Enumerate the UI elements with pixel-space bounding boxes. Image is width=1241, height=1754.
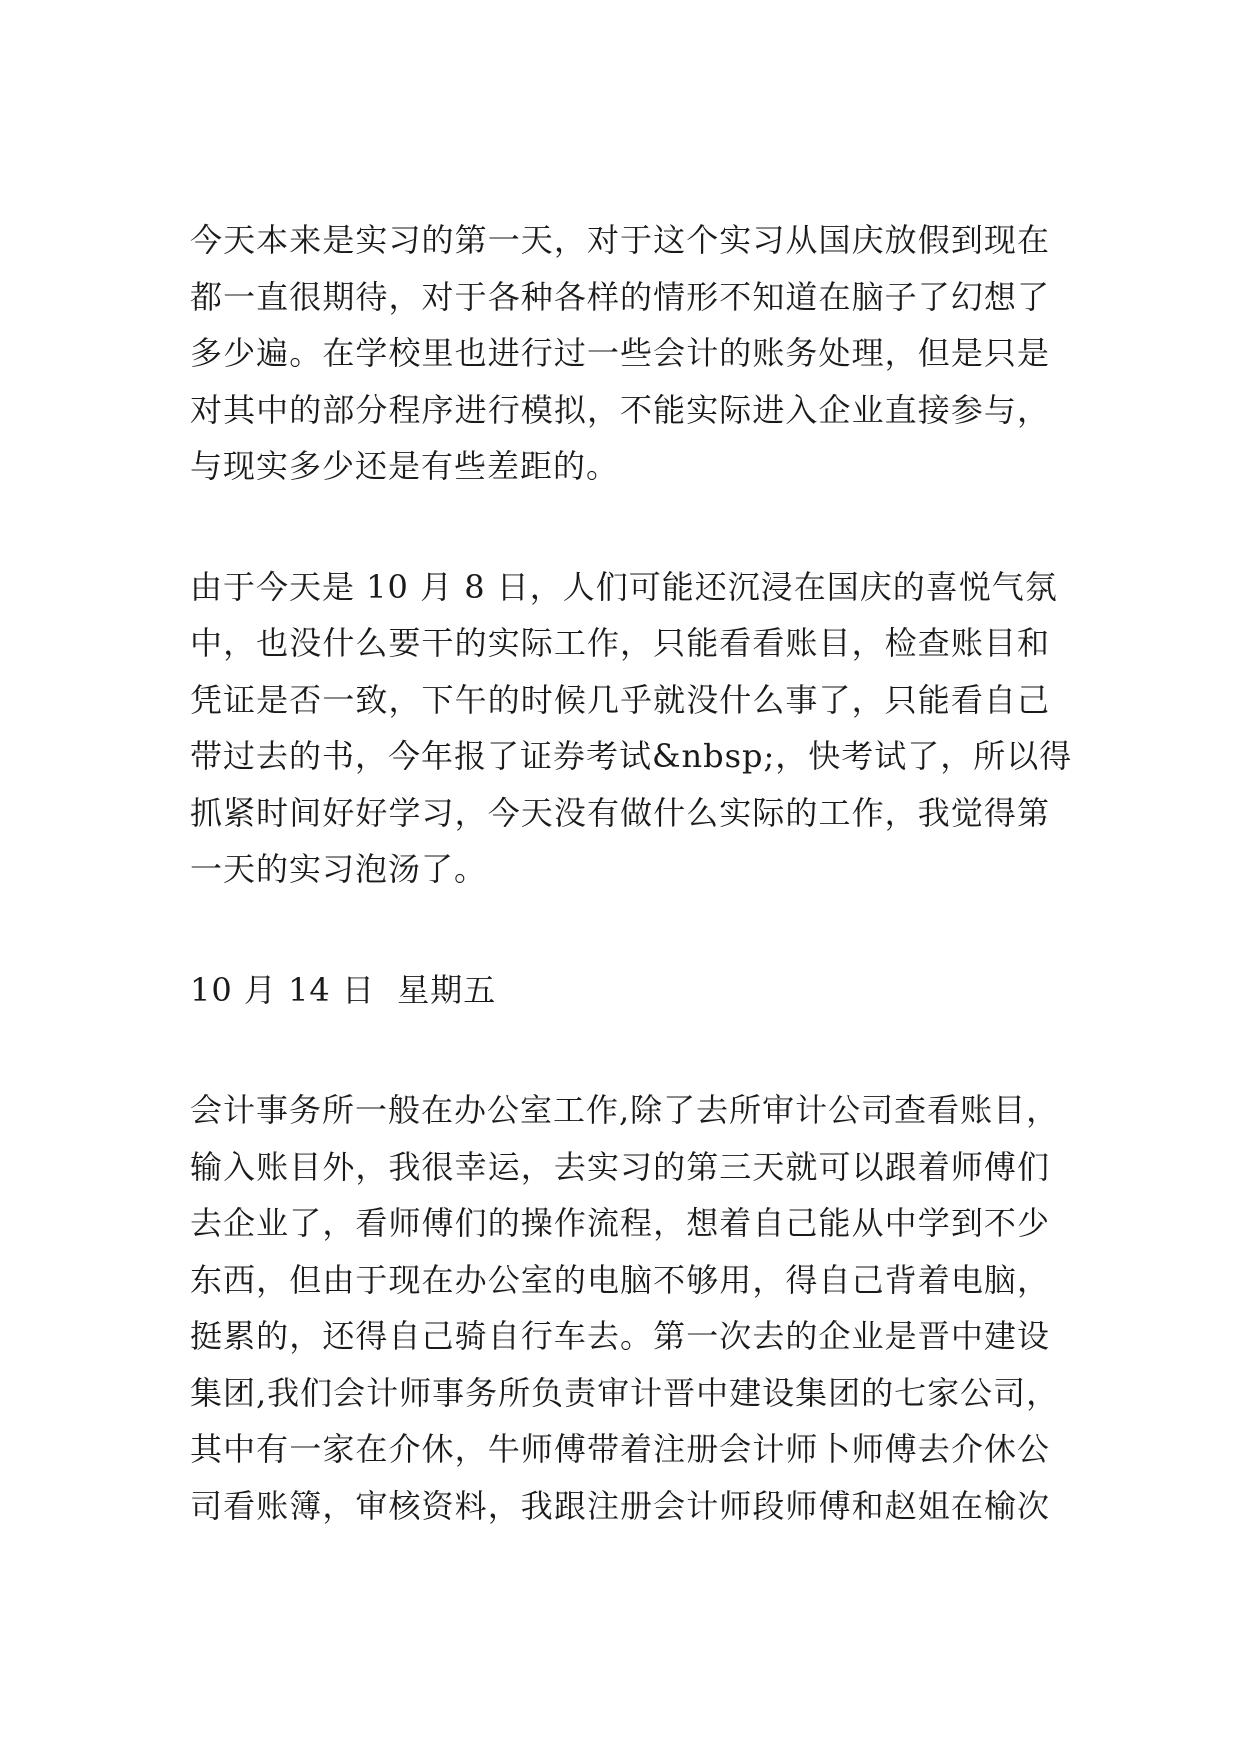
text-line: 与现实多少还是有些差距的。 [190, 447, 620, 485]
text-line: 带过去的书，今年报了证券考试&nbsp;，快考试了，所以得 [190, 737, 1073, 775]
text-line: 挺累的，还得自己骑自行车去。第一次去的企业是晋中建设 [190, 1317, 1050, 1355]
text-line: 东西，但由于现在办公室的电脑不够用，得自己背着电脑， [190, 1260, 1050, 1299]
text-line: 会计事务所一般在办公室工作,除了去所审计公司查看账目， [190, 1091, 1060, 1129]
paragraph-accounting-firm [190, 1082, 1060, 1534]
text-line: 凭证是否一致，下午的时候几乎就没什么事了，只能看自己 [190, 680, 1050, 719]
text-line: 对其中的部分程序进行模拟，不能实际进入企业直接参与， [190, 390, 1050, 429]
text-line: 中，也没什么要干的实际工作，只能看看账目，检查账目和 [190, 624, 1050, 662]
date-heading [190, 962, 1050, 1019]
text-line: 集团,我们会计师事务所负责审计晋中建设集团的七家公司， [190, 1373, 1060, 1412]
paragraph-october-8 [190, 559, 1073, 898]
text-line: 输入账目外，我很幸运，去实习的第三天就可以跟着师傅们 [190, 1147, 1050, 1186]
text-line: 一天的实习泡汤了。 [190, 850, 488, 888]
text-line: 今天本来是实习的第一天，对于这个实习从国庆放假到现在 [190, 221, 1050, 259]
text-line: 多少遍。在学校里也进行过一些会计的账务处理，但是只是 [190, 334, 1050, 372]
text-line: 10 月 14 日 星期五 [190, 970, 497, 1009]
document-page [190, 212, 1073, 1534]
text-line: 由于今天是 10 月 8 日，人们可能还沉浸在国庆的喜悦气氛 [190, 567, 1058, 606]
text-line: 抓紧时间好好学习，今天没有做什么实际的工作，我觉得第 [190, 793, 1050, 832]
paragraph-first-day [190, 212, 1050, 495]
text-line: 都一直很期待，对于各种各样的情形不知道在脑子了幻想了 [190, 277, 1050, 316]
text-line: 去企业了，看师傅们的操作流程，想着自己能从中学到不少 [190, 1204, 1050, 1242]
text-line: 司看账簿，审核资料，我跟注册会计师段师傅和赵姐在榆次 [190, 1486, 1050, 1525]
text-line: 其中有一家在介休，牛师傅带着注册会计师卜师傅去介休公 [190, 1430, 1050, 1468]
